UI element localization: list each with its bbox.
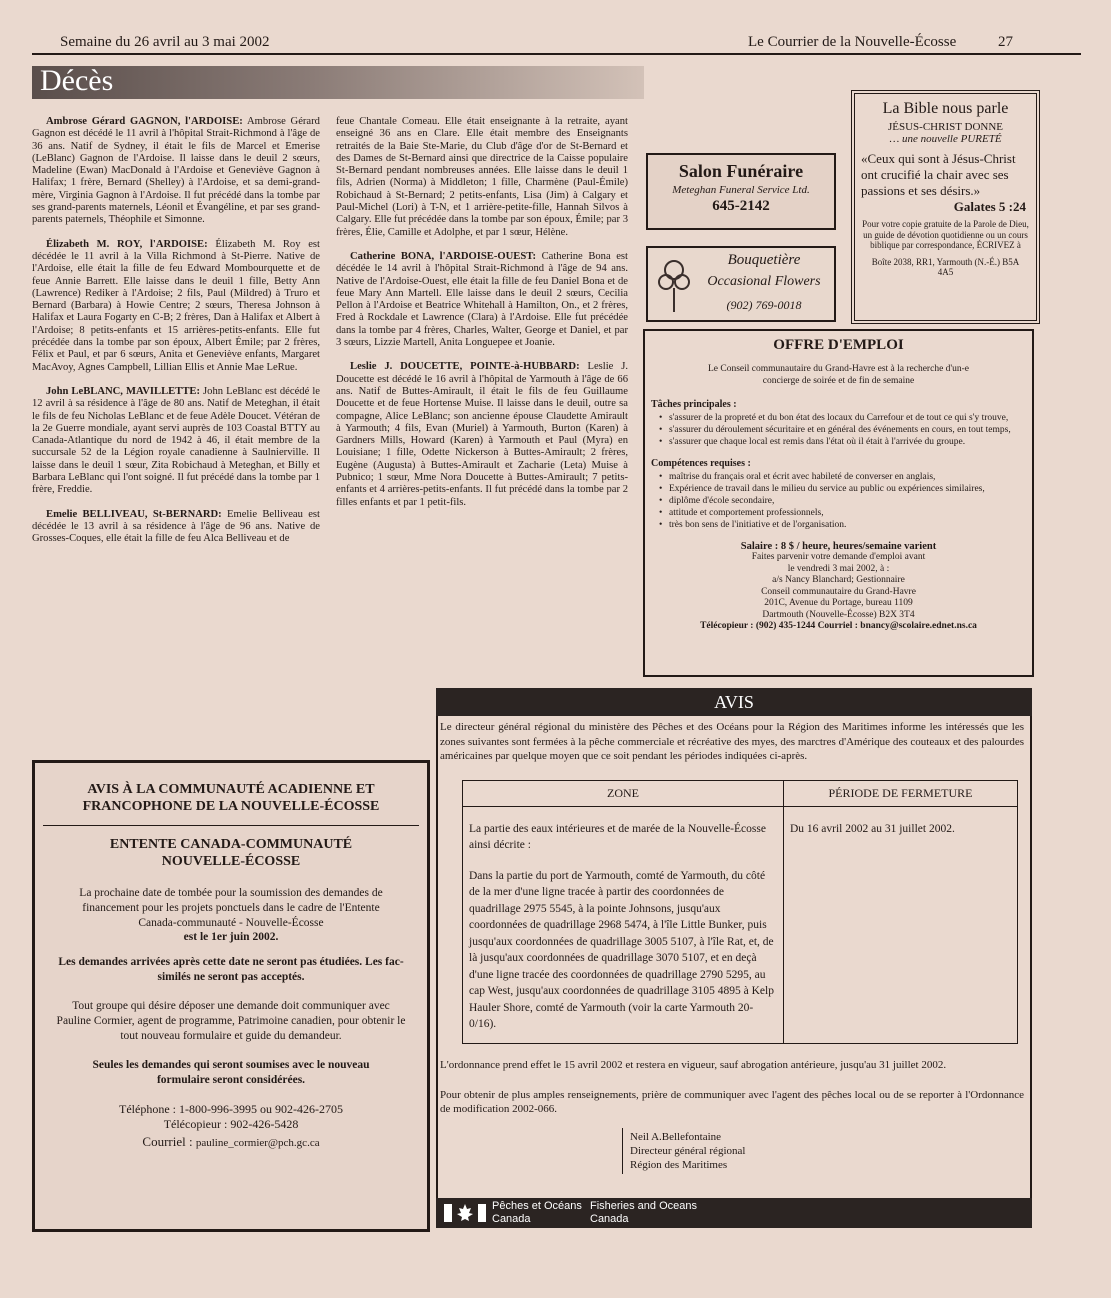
salon-phone: 645-2142: [712, 198, 770, 214]
bible-address: Boîte 2038, RR1, Yarmouth (N.-É.) B5A 4A5: [871, 256, 1020, 277]
section-title-bar: [32, 66, 644, 99]
job-apply-line: Conseil communautaire du Grand-Havre: [761, 586, 916, 597]
salon-funeraire-ad: [646, 153, 836, 230]
flower-icon: [652, 252, 696, 314]
list-item: • diplôme d'école secondaire,: [669, 495, 1032, 507]
zone-description-2: Dans la partie du port de Yarmouth, comté de Yarmouth, du côté de la mer d'une ligne tracée à partir des coordonnées de quadrillage 2975 5545, à la pointe Johnsons, jusqu'aux coordonnées de quadrillage 2968 5474, à l'île Little Bunker, puis jusqu'aux coordonnées de quadrillage 3005 5107, à l'île Rat, et, de là jusqu'aux coordonnées de quadrillage 3070 5107, et en deçà d'une ligne tracée des coordonnées de quadrillage 2790 5295, au cap West, jusqu'aux coordonnées de quadrillage 3105 4895 à Kelp Hauler Shore, comté de Yarmouth (voir la carte Yarmouth 20-0/16).: [469, 869, 774, 1030]
job-apply-line: Dartmouth (Nouvelle-Écosse) B2X 3T4: [762, 609, 915, 620]
job-apply-line: a/s Nancy Blanchard; Gestionnaire: [772, 575, 905, 585]
acadie-p4: Seules les demandes qui seront soumises avec le nouveau formulaire seront considérées.: [92, 1059, 370, 1086]
avis-title: AVIS: [436, 688, 1032, 716]
column-header-period: PÉRIODE DE FERMETURE: [784, 781, 1018, 807]
job-skills-title: Compétences requises :: [651, 458, 751, 469]
job-tasks-list: [655, 412, 1032, 448]
signature-block: [630, 1130, 745, 1172]
list-item: • maîtrise du français oral et écrit avec habileté de converser en anglais,: [669, 471, 1032, 483]
acadie-phone: Téléphone : 1-800-996-3995 ou 902-426-2705: [119, 1102, 343, 1116]
avis-info: Pour obtenir de plus amples renseignements, prière de communiquer avec l'agent des pêches local ou de se reporter à l'Ordonnance de modification 2002-066.: [440, 1089, 1024, 1115]
acadie-date: est le 1er juin 2002.: [183, 931, 279, 943]
list-item: • s'assurer que chaque local est remis dans l'état où il était à l'arrivée du groupe.: [669, 436, 1032, 448]
bible-offer: Pour votre copie gratuite de la Parole de Dieu, un guide de dévotion quotidienne ou un cours biblique par correspondance, ÉCRIVEZ à: [862, 219, 1029, 250]
zone-cell: [463, 806, 784, 1043]
email-label: Courriel :: [142, 1134, 193, 1149]
salon-subtitle: Meteghan Funeral Service Ltd.: [672, 184, 810, 196]
dept-name-fr: Pêches et Océans Canada: [492, 1200, 582, 1225]
avis-ordonnance: L'ordonnance prend effet le 15 avril 2002 et restera en vigueur, sauf abrogation antérieure, jusqu'au 31 juillet 2002.: [440, 1059, 947, 1071]
bouquetiere-ad: [646, 246, 836, 322]
signature-title: Directeur général régional: [630, 1145, 746, 1157]
avis-intro: Le directeur général régional du ministère des Pêches et des Océans pour la Région des Maritimes informe les intéressés que les zones suivantes sont fermées à la pêche commerciale et récréative des myes, des marctres d'Amérique des couteaux et des palourdes américaines par quelque moyen que ce soit pendant les périodes indiquées ci-après.: [440, 721, 1024, 762]
job-title: OFFRE D'EMPLOI: [773, 337, 904, 353]
obituary-continued: feue Chantale Comeau. Elle était enseignante à la retraite, ayant enseigné 36 ans en Clare. Elle était membre des Enseignants retraités de la Baie Ste-Marie, du Club d'âge d'or de St-Bernard et des Dames de St-Bernard ainsi que directrice de la Caisse populaire St-Bernard pendant nombreuses années. Elle laisse dans le deuil 1 fils, Adrien (Norma) à Middleton; 1 fille, Charmène (Paul-Émile) Robichaud à St-Bernard; 2 petits-enfants, Lisa (Jim) à Calgary et Paul-Michel (Lori) à T-N, et 1 arrière-petite-fille, Hannah Silvos à Calgary. Elle fut précédée dans la tombe par son époux, Émile; par 3 frères, Élie, Camille et Adolphe, et par 1 sœur, Hélène.: [336, 116, 628, 238]
bouquet-line2: Occasional Flowers: [707, 274, 821, 289]
signature-rule: [622, 1128, 623, 1174]
zone-description-1: La partie des eaux intérieures et de marée de la Nouvelle-Écosse ainsi décrite :: [469, 822, 766, 851]
table-header-row: [463, 781, 1018, 807]
list-item: • très bon sens de l'initiative et de l'organisation.: [669, 519, 1032, 531]
period-cell: Du 16 avril 2002 au 31 juillet 2002.: [784, 806, 1018, 1043]
job-apply-line: le vendredi 3 mai 2002, à :: [787, 563, 890, 574]
obituary: Catherine BONA, l'ARDOISE-OUEST: Catherine Bona est décédée le 14 avril à l'hôpital Strait-Richmond à l'âge de 94 ans. Native de l'Ardoise-Ouest, elle était la fille de feu Daniel Bona et de feue Mary Ann Martell. Elle laisse dans le deuil 2 sœurs, Cecilia Pellon à l'Ardoise et Beatrice Whitehall à Hamilton, On., et 2 frères, Fred à Rockdale et Lawrence (Clara) à l'Ardoise. Elle fut précédée dans la tombe par 4 frères, Charles, Walter, George et Daniel, et par 3 sœurs, Lizzie Martell, Anita Longuepee et Joanie.: [336, 250, 628, 349]
job-offer-box: [643, 329, 1034, 677]
acadie-entente: ENTENTE CANADA-COMMUNAUTÉ NOUVELLE-ÉCOSSE: [109, 837, 353, 869]
obituary: John LeBLANC, MAVILLETTE: John LeBlanc est décédé le 12 avril à sa résidence à l'âge de 80 ans. Natif de Meteghan, il était le fils de feu Nicholas LeBlanc et de feue Adèle Doucet. Vétéran de la 2e Guerre mondiale, ayant servi auprès de 103 Coastal BTTY au Canada-Atlantique du nord de 1942 à 46, il était membre de la succursale 52 de la Légion royale canadienne à Saulnierville. Il laisse dans le deuil 1 sœur, Zita Robichaud à Meteghan, et Billy et Barbara LeBlanc qui l'ont soigné. Il fut précédé dans la tombe par 1 frère, Freddie.: [32, 385, 320, 496]
bible-reference: Galates 5 :24: [953, 199, 1026, 214]
job-skills-list: [655, 471, 1032, 531]
job-contact: Télécopieur : (902) 435-1244 Courriel : bnancy@scolaire.ednet.ns.ca: [700, 621, 977, 631]
obituary: Élizabeth M. ROY, l'ARDOISE: Élizabeth M. Roy est décédée le 11 avril à la Villa Richmond à St-Pierre. Native de l'Ardoise, elle était la fille de feu Edward Mombourquette et de feue Annie Barrett. Elle laisse dans le deuil 1 fille, Betty Ann (Lawrence) Rediker à l'Ardoise; 2 fils, Paul (Mildred) à Truro et Bernard (Barbara) à Howie Centre; 2 sœurs, Theresa Johnson à Halifax et Laura Fogarty en C-B; 2 frères, Dan à Halifax et Albert à l'Ardoise; 8 petits-enfants et 15 arrières-petits-enfants. Elle fut précédée dans la tombe par son époux, Albert Émile; par 2 frères, Félix et Paul, et par 6 sœurs, Anita et Geneviève enfants, Margaret MacAvoy, Agnes Campbell, Lillian Ellis et Annie Mae LeRue.: [32, 238, 320, 373]
bouquet-phone: (902) 769-0018: [726, 298, 802, 312]
bible-quote: «Ceux qui sont à Jésus-Christ ont crucifié la chair avec ses passions et ses désirs.»: [861, 151, 1016, 198]
newspaper-name: Le Courrier de la Nouvelle-Écosse: [748, 34, 957, 50]
flag-bar-left: [444, 1204, 452, 1222]
list-item: • s'assurer du déroulement sécuritaire et en général des événements en cours, en tout temps,: [669, 424, 1032, 436]
job-apply-line: Faites parvenir votre demande d'emploi avant: [751, 552, 926, 562]
list-item: • attitude et comportement professionnels,: [669, 507, 1032, 519]
flag-bar-right: [478, 1204, 486, 1222]
signature-region: Région des Maritimes: [630, 1159, 728, 1171]
issue-date: Semaine du 26 avril au 3 mai 2002: [60, 34, 270, 50]
list-item: • Expérience de travail dans le milieu du service au public ou expériences similaires,: [669, 483, 1032, 495]
column-header-zone: ZONE: [463, 781, 784, 807]
obituary: Emelie BELLIVEAU, St-BERNARD: Emelie Belliveau est décédée le 13 avril à sa résidence à l'âge de 96 ans. Native de Grosses-Coques, elle était la fille de feu Alca Belliveau et de: [32, 508, 320, 545]
obituary: Ambrose Gérard GAGNON, l'ARDOISE: Ambrose Gérard Gagnon est décédé le 11 avril à l'hôpital Strait-Richmond à l'âge de 36 ans. Natif de Sydney, il était le fils de Marcel et Emerise (LeBlanc) Gagnon de l'Ardoise. Il laisse dans le deuil 2 sœurs, Madeline (Ewan) MacDonald à l'Ardoise et Geneviève Gagnon à Halifax; 1 frère, Bernard (Shelley) à l'Ardoise, et sa demi-grand-mère, Virginia Gagnon à l'Ardoise. Il fut précédé dans la tombe par ses grand-parents maternels, Léonil et Évangéline, et par ses grand-parents paternels, Théophile et Simonne.: [32, 116, 320, 226]
acadie-title: AVIS À LA COMMUNAUTÉ ACADIENNE ET FRANCOPHONE DE LA NOUVELLE-ÉCOSSE: [82, 782, 380, 814]
acadie-p2: Les demandes arrivées après cette date ne seront pas étudiées. Les fac-similés ne seront pas acceptés.: [58, 956, 404, 983]
dept-name-en: Fisheries and Oceans Canada: [590, 1200, 697, 1225]
obituary: Leslie J. DOUCETTE, POINTE-à-HUBBARD: Leslie J. Doucette est décédé le 16 avril à l'hôpital de Yarmouth à l'âge de 66 ans. Natif de Buttes-Amirault, il était le fils de feu Guillaume Doucette et de feue Hortense Muise. Il laisse dans le deuil, outre sa compagne, Alice LeBlanc; son ancienne épouse Claudette Amirault à Yarmouth; 4 fils, Evan (Muriel) à Yarmouth, Burton (Karen) à Gardners Mills, Howard (Karen) à Yarmouth et Paul (Myra) en Louisiane; 1 fille, Odette Nickerson à Buttes-Amirault; 2 frères, Eugène (Augusta) à Buttes-Amirault et Zacharie (Leta) Muise à Pubnico; 1 sœur, Mme Nora Doucette à Buttes-Amirault; 7 petits-enfants et 4 arrières-petits-enfants. Il fut précédé dans la tombe par 2 filles enfants et par 1 petit-fils.: [336, 361, 628, 508]
signature-name: Neil A.Bellefontaine: [630, 1131, 722, 1143]
acadie-notice-box: [32, 760, 430, 1232]
acadie-fax: Télécopieur : 902-426-5428: [163, 1117, 299, 1131]
bouquet-line1: Bouquetière: [727, 252, 801, 268]
obituary-column-2: [336, 116, 628, 521]
job-intro: Le Conseil communautaire du Grand-Havre est à la recherche d'un-e concierge de soirée et de fin de semaine: [708, 364, 969, 386]
section-title: Décès: [40, 64, 114, 97]
bible-title: La Bible nous parle: [882, 100, 1009, 117]
header-rule: [32, 53, 1081, 55]
job-tasks-title: Tâches principales :: [651, 399, 737, 410]
dfo-footer: [436, 1198, 1032, 1228]
acadie-p3: Tout groupe qui désire déposer une demande doit communiquer avec Pauline Cormier, agent de programme, Patrimoine canadien, pour obtenir le tout nouveau formulaire et guide du demandeur.: [56, 1000, 406, 1042]
maple-leaf-icon: [456, 1204, 474, 1222]
bible-box: [851, 90, 1040, 324]
page-number: 27: [998, 34, 1013, 50]
salon-title: Salon Funéraire: [678, 161, 804, 181]
job-apply-line: 201C, Avenue du Portage, bureau 1109: [764, 598, 913, 608]
acadie-divider: [43, 825, 419, 826]
email-address: pauline_cormier@pch.gc.ca: [195, 1137, 320, 1149]
job-salary: Salaire : 8 $ / heure, heures/semaine varient: [740, 541, 937, 552]
obituary-column-1: [32, 116, 320, 558]
bible-sub2: … une nouvelle PURETÉ: [889, 133, 1002, 145]
list-item: • s'assurer de la propreté et du bon état des locaux du Carrefour et de tout ce qui s'y trouve,: [669, 412, 1032, 424]
acadie-email-line: [35, 1134, 427, 1150]
acadie-p1: La prochaine date de tombée pour la soumission des demandes de financement pour les projets ponctuels dans le cadre de l'Entente Canada-communauté - Nouvelle-Écosse: [79, 887, 383, 929]
bible-sub1: JÉSUS-CHRIST DONNE: [887, 121, 1003, 133]
table-row: [463, 806, 1018, 1043]
closure-table: [462, 780, 1018, 1044]
